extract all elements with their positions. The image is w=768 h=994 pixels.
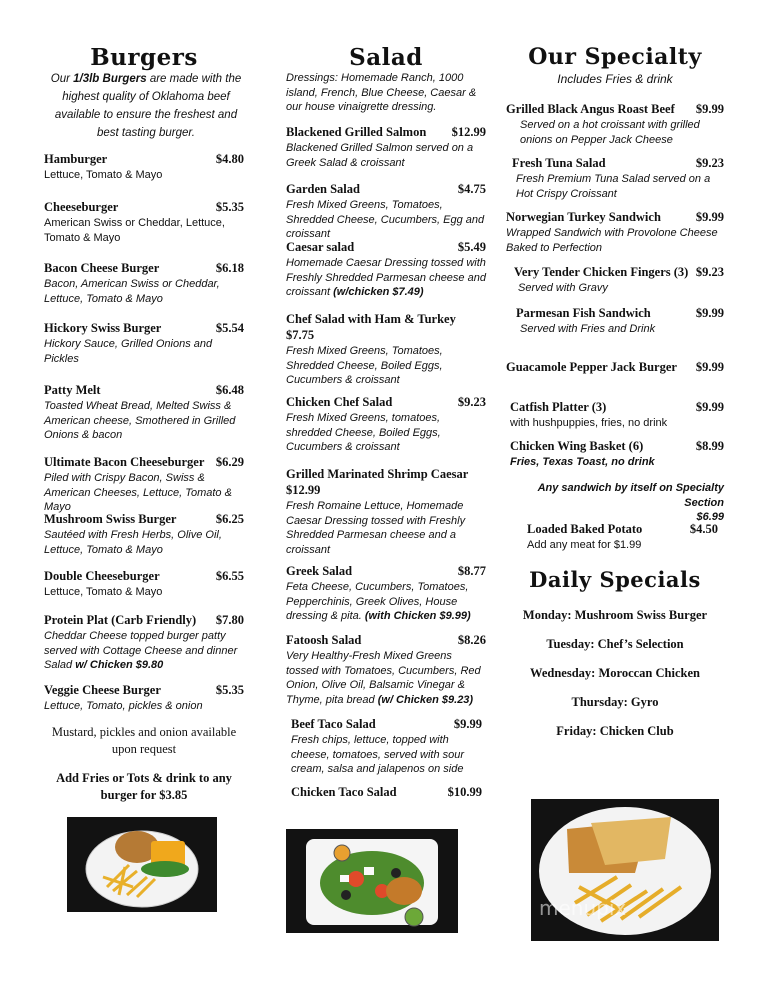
burger-desc bbox=[44, 629, 244, 673]
salad-item bbox=[286, 395, 486, 455]
burger-name: Hamburger bbox=[44, 152, 108, 166]
burger-name: Mushroom Swiss Burger bbox=[44, 512, 177, 526]
salad-item bbox=[286, 564, 486, 624]
chicken-sandwich-photo bbox=[531, 799, 719, 941]
salad-extra: (w/chicken $7.49) bbox=[333, 286, 424, 298]
salad-name: Greek Salad bbox=[286, 564, 353, 578]
specialty-desc: Wrapped Sandwich with Provolone Cheese Baked to Perfection bbox=[506, 227, 718, 254]
burger-desc-text: Sautéed with Fresh Herbs, Olive Oil, Lettuce, Tomato & Mayo bbox=[44, 529, 222, 556]
salad-name: Caesar salad bbox=[286, 240, 355, 254]
specialty-desc: Fries, Texas Toast, no drink bbox=[510, 456, 655, 468]
specialty-name-row bbox=[506, 210, 724, 225]
salad-price: $8.77 bbox=[457, 564, 486, 578]
burger-name: Patty Melt bbox=[44, 383, 101, 397]
salad-name-row bbox=[291, 717, 482, 732]
specialty-name: Grilled Black Angus Roast Beef bbox=[506, 102, 675, 116]
burger-price: $6.29 bbox=[215, 455, 244, 469]
daily-special-item: Friday: Chicken Club bbox=[556, 724, 674, 738]
salad-desc-text: Homemade Caesar Dressing tossed with Freshly Shredded Parmesan cheese and croissant bbox=[286, 257, 486, 298]
burger-item bbox=[44, 455, 244, 515]
salad-extra: (with Chicken $9.99) bbox=[364, 610, 471, 622]
specialty-price: $8.99 bbox=[695, 439, 724, 453]
salad-item bbox=[286, 240, 486, 300]
specialty-name-row bbox=[514, 265, 724, 280]
specialty-item bbox=[510, 439, 724, 470]
burger-desc-text: Piled with Crispy Bacon, Swiss & American Cheeses, Lettuce, Tomato & Mayo bbox=[44, 472, 232, 513]
specialty-item bbox=[506, 360, 724, 375]
salad-desc bbox=[286, 256, 486, 300]
salad-price: $12.99 bbox=[451, 125, 486, 139]
specialty-name-row bbox=[506, 360, 724, 375]
burger-desc-text: Lettuce, Tomato & Mayo bbox=[44, 169, 163, 181]
specialty-name-row bbox=[516, 306, 724, 321]
burger-name: Veggie Cheese Burger bbox=[44, 683, 161, 697]
burger-item bbox=[44, 261, 244, 306]
specialty-name: Chicken Wing Basket (6) bbox=[510, 439, 644, 453]
burger-price: $6.18 bbox=[215, 261, 244, 275]
salad-name: Fatoosh Salad bbox=[286, 633, 362, 647]
specialty-item bbox=[510, 400, 724, 431]
salad-desc bbox=[286, 141, 486, 170]
salad-item bbox=[286, 125, 486, 170]
salad-name: Chicken Taco Salad bbox=[291, 785, 397, 799]
specialty-desc: Served on a hot croissant with grilled onions on Pepper Jack Cheese bbox=[520, 119, 700, 146]
burger-price: $6.25 bbox=[215, 512, 244, 526]
salad-price: $8.26 bbox=[457, 633, 486, 647]
burger-fries-photo bbox=[67, 817, 217, 912]
daily-special-item: Wednesday: Moroccan Chicken bbox=[530, 666, 700, 680]
salad-price: $9.23 bbox=[457, 395, 486, 409]
burger-item bbox=[44, 512, 244, 557]
burger-name-row bbox=[44, 613, 244, 628]
salad-name-row bbox=[286, 633, 486, 648]
burger-desc bbox=[44, 216, 244, 245]
specialty-desc: Fresh Premium Tuna Salad served on a Hot Crispy Croissant bbox=[516, 173, 711, 200]
salad-name-row bbox=[286, 125, 486, 140]
burger-desc bbox=[44, 471, 244, 515]
daily-special-item: Thursday: Gyro bbox=[571, 695, 659, 709]
salad-desc-text: Feta Cheese, Cucumbers, Tomatoes, Pepperchinis, Greek Olives, House dressing & pita. bbox=[286, 581, 469, 622]
salad-name-row bbox=[286, 182, 486, 197]
salad-desc-text: Fresh chips, lettuce, topped with cheese, tomatoes, served with sour cream, salsa and jalapenos on side bbox=[291, 734, 465, 775]
burger-desc bbox=[44, 699, 244, 714]
salad-desc-text: Fresh Mixed Greens, Tomatoes, Shredded Cheese, Cucumbers, Egg and croissant bbox=[286, 199, 485, 240]
specialty-name: Guacamole Pepper Jack Burger bbox=[506, 360, 677, 374]
burger-price: $6.55 bbox=[215, 569, 244, 583]
specialty-price: $9.23 bbox=[695, 156, 724, 170]
burger-price: $6.48 bbox=[215, 383, 244, 397]
specialty-price: $9.99 bbox=[695, 102, 724, 116]
burger-desc-text: American Swiss or Cheddar, Lettuce, Tomato & Mayo bbox=[44, 217, 225, 244]
burger-name: Cheeseburger bbox=[44, 200, 119, 214]
burger-name: Hickory Swiss Burger bbox=[44, 321, 162, 335]
burger-name-row bbox=[44, 512, 244, 527]
burger-item bbox=[44, 200, 244, 245]
specialty-name-row bbox=[512, 156, 724, 171]
burger-price: $5.35 bbox=[215, 683, 244, 697]
specialty-price: $9.99 bbox=[695, 400, 724, 414]
salad-desc bbox=[286, 499, 486, 557]
burger-desc-text: Lettuce, Tomato, pickles & onion bbox=[44, 700, 203, 712]
specialty-price: $9.99 bbox=[695, 360, 724, 374]
salad-desc-text: Very Healthy-Fresh Mixed Greens tossed with Tomatoes, Cucumbers, Red Onion, Olive Oil, Balsamic Vinegar & Thyme, pita bread bbox=[286, 650, 481, 706]
any-sandwich-note: Any sandwich by itself on Specialty Section $6.99 bbox=[537, 482, 724, 523]
burger-desc-text: Bacon, American Swiss or Cheddar, Lettuce, Tomato & Mayo bbox=[44, 278, 220, 305]
salad-name-row bbox=[286, 564, 486, 579]
burger-extra: w/ Chicken $9.80 bbox=[75, 659, 164, 671]
specialty-name-row bbox=[506, 102, 724, 117]
specialty-desc: Served with Fries and Drink bbox=[520, 323, 656, 335]
salad-price: $4.75 bbox=[457, 182, 486, 196]
burger-name-row bbox=[44, 261, 244, 276]
salad-name: Chicken Chef Salad bbox=[286, 395, 393, 409]
burger-name-row bbox=[44, 383, 244, 398]
watermark: menupix bbox=[539, 896, 627, 920]
burger-desc bbox=[44, 528, 244, 557]
specialty-item bbox=[506, 102, 724, 147]
burger-desc-text: Hickory Sauce, Grilled Onions and Pickles bbox=[44, 338, 213, 365]
salad-desc bbox=[286, 649, 486, 707]
burger-name-row bbox=[44, 152, 244, 167]
burger-price: $5.54 bbox=[215, 321, 244, 335]
specialty-name-row bbox=[510, 439, 724, 454]
burger-desc bbox=[44, 337, 244, 366]
specialty-title: Our Specialty bbox=[528, 44, 702, 70]
burger-desc-text: Lettuce, Tomato & Mayo bbox=[44, 586, 163, 598]
specialty-name-row bbox=[510, 400, 724, 415]
salad-desc-text: Fresh Mixed Greens, tomatoes, shredded Cheese, Boiled Eggs, Cucumbers & croissant bbox=[286, 412, 441, 453]
salad-desc bbox=[286, 411, 486, 455]
burgers-title: Burgers bbox=[90, 44, 198, 71]
burger-desc-text: Cheddar Cheese topped burger patty served with Cottage Cheese and dinner Salad bbox=[44, 630, 238, 671]
salad-name: Grilled Marinated Shrimp Caesar bbox=[286, 467, 469, 481]
salad-name-row bbox=[286, 310, 486, 343]
fries-addon-note: Add Fries or Tots & drink to any burger for $3.85 bbox=[56, 771, 232, 802]
salad-name-row bbox=[286, 240, 486, 255]
specialty-desc: with hushpuppies, fries, no drink bbox=[510, 417, 668, 429]
salad-item bbox=[286, 465, 486, 557]
burger-item bbox=[44, 152, 244, 183]
salad-desc-text: Blackened Grilled Salmon served on a Greek Salad & croissant bbox=[286, 142, 474, 169]
burgers-intro: Our 1/3lb Burgers are made with the highest quality of Oklahoma beef available to ensure the freshest and best tasting burger. bbox=[50, 73, 242, 139]
specialty-name: Norwegian Turkey Sandwich bbox=[506, 210, 661, 224]
salad-photo bbox=[286, 829, 458, 933]
burger-desc bbox=[44, 168, 244, 183]
burger-item bbox=[44, 321, 244, 366]
salad-price: $10.99 bbox=[447, 785, 482, 799]
burger-name: Protein Plat (Carb Friendly) bbox=[44, 613, 197, 627]
salad-name: Blackened Grilled Salmon bbox=[286, 125, 427, 139]
specialty-name: Parmesan Fish Sandwich bbox=[516, 306, 651, 320]
salad-price: $7.75 bbox=[286, 328, 315, 342]
salad-extra: (w/ Chicken $9.23) bbox=[377, 693, 474, 706]
burger-name: Bacon Cheese Burger bbox=[44, 261, 160, 275]
salad-name-row bbox=[291, 785, 482, 800]
salad-title: Salad bbox=[349, 44, 423, 71]
salad-desc bbox=[291, 733, 482, 777]
burger-desc bbox=[44, 585, 244, 600]
salad-name: Chef Salad with Ham & Turkey bbox=[286, 312, 456, 326]
salad-price: $9.99 bbox=[453, 717, 482, 731]
salad-desc-text: Fresh Romaine Lettuce, Homemade Caesar Dressing tossed with Freshly Shredded Parmesan cheese and a croissant bbox=[286, 500, 466, 556]
specialty-name: Very Tender Chicken Fingers (3) bbox=[514, 265, 689, 279]
burger-name: Ultimate Bacon Cheeseburger bbox=[44, 455, 205, 469]
salad-name-row bbox=[286, 395, 486, 410]
specialty-item bbox=[506, 210, 724, 255]
burger-item bbox=[44, 383, 244, 443]
loaded-potato-item: Loaded Baked Potato $4.50 Add any meat for $1.99 bbox=[527, 522, 718, 551]
burger-name-row bbox=[44, 683, 244, 698]
salad-desc bbox=[286, 344, 486, 388]
specialty-price: $9.99 bbox=[695, 210, 724, 224]
salad-price: $5.49 bbox=[457, 240, 486, 254]
burger-item bbox=[44, 613, 244, 673]
burger-price: $7.80 bbox=[215, 613, 244, 627]
specialty-item bbox=[514, 265, 724, 296]
specialty-price: $9.99 bbox=[695, 306, 724, 320]
burger-name: Double Cheeseburger bbox=[44, 569, 160, 583]
salad-item bbox=[291, 717, 482, 777]
specialty-price: $9.23 bbox=[695, 265, 724, 279]
burger-name-row bbox=[44, 455, 244, 470]
burger-name-row bbox=[44, 569, 244, 584]
dressings-note: Dressings: Homemade Ranch, 1000 island, French, Blue Cheese, Caesar & our house vinaigrette dressing. bbox=[286, 72, 477, 113]
salad-desc-text: Fresh Mixed Greens, Tomatoes, Shredded Cheese, Boiled Eggs, Cucumbers & croissant bbox=[286, 345, 443, 386]
salad-item bbox=[291, 785, 482, 800]
specialty-name: Fresh Tuna Salad bbox=[512, 156, 606, 170]
specialty-item bbox=[512, 156, 724, 201]
burger-desc bbox=[44, 277, 244, 306]
daily-specials-title: Daily Specials bbox=[529, 567, 701, 592]
specialty-desc: Served with Gravy bbox=[518, 282, 608, 294]
specialty-subtitle: Includes Fries & drink bbox=[557, 72, 673, 86]
daily-special-item: Tuesday: Chef’s Selection bbox=[546, 637, 684, 651]
salad-name: Beef Taco Salad bbox=[291, 717, 376, 731]
burger-desc bbox=[44, 399, 244, 443]
salad-price: $12.99 bbox=[286, 483, 321, 497]
burger-item bbox=[44, 569, 244, 600]
salad-item bbox=[286, 182, 486, 242]
specialty-name: Catfish Platter (3) bbox=[510, 400, 607, 414]
salad-item bbox=[286, 310, 486, 388]
condiments-note: Mustard, pickles and onion available upon request bbox=[51, 725, 237, 756]
salad-name-row bbox=[286, 465, 486, 498]
salad-desc bbox=[286, 580, 486, 624]
burger-name-row bbox=[44, 200, 244, 215]
specialty-item bbox=[516, 306, 724, 337]
salad-name: Garden Salad bbox=[286, 182, 360, 196]
burger-desc-text: Toasted Wheat Bread, Melted Swiss & American cheese, Smothered in Grilled Onions & bacon bbox=[44, 400, 236, 441]
burger-price: $5.35 bbox=[215, 200, 244, 214]
burger-name-row bbox=[44, 321, 244, 336]
salad-item bbox=[286, 633, 486, 707]
salad-desc bbox=[286, 198, 486, 242]
burger-price: $4.80 bbox=[215, 152, 244, 166]
burger-item bbox=[44, 683, 244, 714]
daily-special-item: Monday: Mushroom Swiss Burger bbox=[522, 608, 708, 622]
